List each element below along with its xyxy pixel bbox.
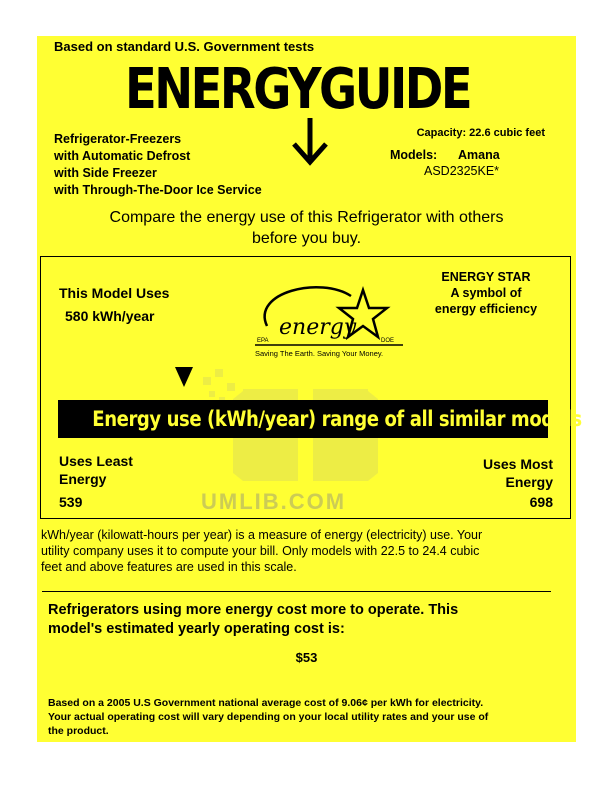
range-bar	[58, 400, 582, 438]
uses-most-label: Uses Most Energy	[482, 456, 553, 490]
doe-mark: DOE	[381, 338, 395, 344]
models-label: Models:	[390, 148, 438, 162]
epa-mark: EPA	[257, 338, 269, 344]
range-bar-text: Energy use (kWh/year) range of all similar models	[92, 407, 582, 431]
down-arrow-icon	[290, 118, 330, 166]
tests-note: Based on standard U.S. Government tests	[54, 39, 315, 54]
product-line: with Through-The-Door Ice Service	[54, 183, 262, 197]
uses-most-value: 698	[529, 494, 553, 510]
energy-guide-label	[37, 36, 582, 742]
product-line: with Side Freezer	[54, 166, 157, 180]
yearly-cost-value: $53	[295, 650, 318, 665]
operating-cost-heading: Refrigerators using more energy cost more to operate. This model's estimated yearly operating cost is:	[48, 602, 459, 637]
capacity: Capacity: 22.6 cubic feet	[416, 127, 545, 139]
energy-star-tagline: Saving The Earth. Saving Your Money.	[255, 349, 384, 358]
model-number: ASD2325KE*	[424, 164, 500, 178]
watermark: UMLIB.COM	[201, 489, 347, 514]
uses-least-label: Uses Least Energy	[59, 453, 133, 487]
product-line: with Automatic Defrost	[54, 149, 191, 163]
energy-star-logo-icon	[231, 282, 406, 362]
uses-least-value: 539	[59, 494, 83, 510]
brand-name: Amana	[458, 148, 500, 162]
energy-star-caption: ENERGY STAR A symbol of energy efficiency	[434, 270, 538, 316]
this-model-uses-label: This Model Uses	[59, 285, 170, 301]
usage-box	[40, 256, 582, 519]
energyguide-logo: ENERGYGUIDE	[125, 57, 471, 122]
divider	[42, 591, 551, 592]
kwh-explanation: kWh/year (kilowatt-hours per year) is a measure of energy (electricity) use. Your utility company uses it to compute your bill. Only models with 22.5 to 24.4 cubic feet and above features are used in this scale.	[41, 528, 483, 574]
product-line: Refrigerator-Freezers	[54, 132, 182, 146]
compare-heading: Compare the energy use of this Refrigerator with others before you buy.	[109, 209, 504, 247]
cost-basis-note: Based on a 2005 U.S Government national average cost of 9.06¢ per kWh for electricity. Your actual operating cost will vary depending on your local utility rates and your use of the product.	[48, 697, 489, 737]
product-description	[54, 131, 262, 199]
energy-script: energy	[279, 315, 357, 340]
this-model-pointer-icon	[175, 367, 193, 387]
this-model-kwh: 580 kWh/year	[65, 308, 155, 324]
